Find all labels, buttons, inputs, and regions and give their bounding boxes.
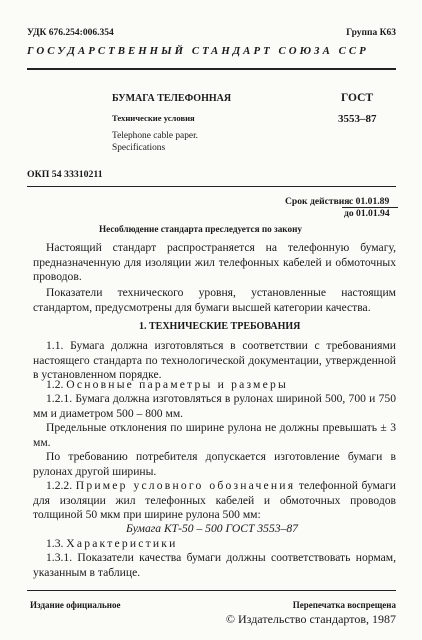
paragraph-1-2-2-title: Пример условного обозначения	[75, 479, 296, 492]
header-rule	[27, 68, 396, 70]
footer-rule	[27, 590, 396, 591]
english-title-line2: Specifications	[112, 143, 166, 153]
intro-paragraph-2: Показатели технического уровня, установленные настоящим стандартом, предусмотрены для бумаги высшей категории качества.	[33, 286, 396, 314]
gost-label: ГОСТ	[341, 92, 374, 104]
official-edition: Издание официальное	[30, 600, 121, 610]
validity-from: с 01.01.89	[349, 196, 390, 207]
paragraph-1-2	[33, 378, 396, 393]
reprint-notice: Перепечатка воспрещена	[292, 600, 396, 610]
document-subtitle: Технические условия	[112, 113, 195, 123]
section-heading: 1. ТЕХНИЧЕСКИЕ ТРЕБОВАНИЯ	[139, 321, 301, 332]
paragraph-1-1: 1.1. Бумага должна изготовляться в соответствии с требованиями настоящего стандарта по технологической документации, утвержденной в установленном порядке.	[33, 339, 396, 382]
paragraph-1-3-1: 1.3.1. Показатели качества бумаги должны соответствовать нормам, указанным в таблице.	[33, 551, 396, 579]
udk-code: УДК 676.254:006.354	[27, 28, 114, 38]
gost-number: 3553–87	[338, 113, 377, 125]
title-rule	[27, 186, 396, 187]
paragraph-1-2-1: 1.2.1. Бумага должна изготовляться в рулонах шириной 500, 700 и 750 мм и диаметром 500 – 800 мм.	[33, 392, 396, 420]
document-title: БУМАГА ТЕЛЕФОННАЯ	[112, 93, 232, 104]
paragraph-1-3-number: 1.3.	[46, 537, 64, 550]
designation-example: Бумага КТ-50 – 500 ГОСТ 3553–87	[126, 522, 298, 535]
group-code: Группа К63	[346, 28, 396, 38]
legal-notice: Несоблюдение стандарта преследуется по закону	[99, 224, 302, 234]
copyright: © Издательство стандартов, 1987	[225, 612, 396, 626]
paragraph-1-3-title: Характеристики	[66, 537, 178, 550]
paragraph-1-2-2-number: 1.2.2.	[46, 479, 73, 492]
validity-label: Срок действия	[285, 196, 350, 207]
paragraph-1-2-2-text: телефонной бумаги для изоляции жил телефонных кабелей и обмоточных проводов толщиной 50 мкм при ширине рулона 500 мм:	[33, 479, 397, 522]
intro-paragraph-1: Настоящий стандарт распространяется на телефонную бумагу, предназначенную для изоляции жил телефонных кабелей и обмоточных проводов.	[33, 241, 396, 284]
paragraph-1-2-number: 1.2.	[46, 378, 64, 391]
paragraph-request: По требованию потребителя допускается изготовление бумаги в рулонах другой ширины.	[33, 450, 396, 478]
paragraph-deviation: Предельные отклонения по ширине рулона не должны превышать ± 3 мм.	[33, 421, 396, 449]
paragraph-1-2-2	[33, 479, 396, 523]
english-title-line1: Telephone cable paper.	[112, 131, 199, 141]
validity-to: до 01.01.94	[344, 208, 390, 219]
paragraph-1-3	[33, 537, 396, 552]
paragraph-1-2-title: Основные параметры и размеры	[66, 378, 288, 391]
okp-code: ОКП 54 33310211	[27, 169, 103, 180]
standard-banner: ГОСУДАРСТВЕННЫЙ СТАНДАРТ СОЮЗА ССР	[27, 45, 369, 57]
